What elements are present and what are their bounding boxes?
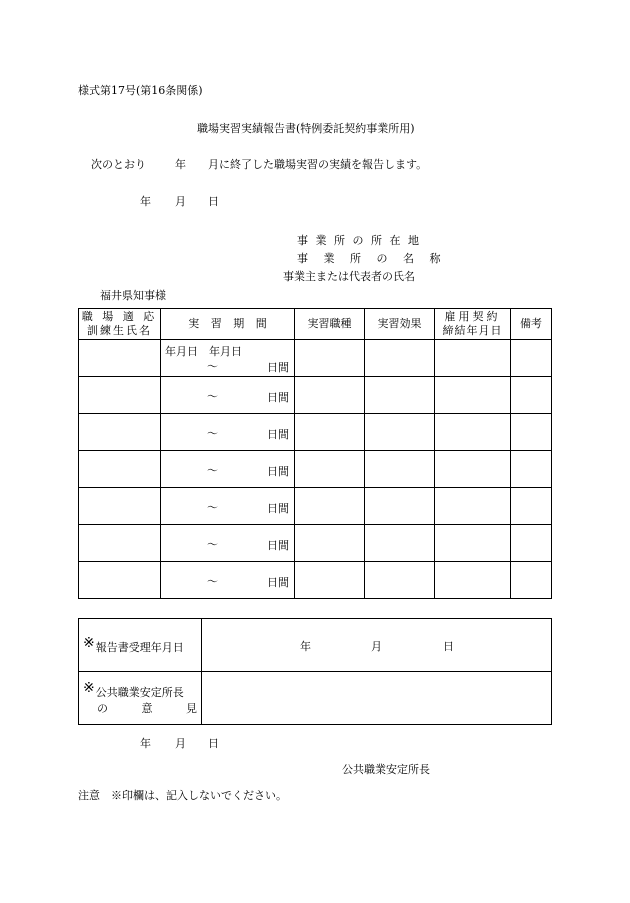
period-days: 日間 bbox=[267, 539, 289, 552]
date-year: 年 bbox=[140, 195, 151, 208]
period-cell[interactable] bbox=[161, 340, 295, 377]
period-tilde: ～ bbox=[207, 575, 218, 588]
period-cell[interactable] bbox=[161, 414, 295, 451]
received-month: 月 bbox=[371, 640, 382, 653]
period-tilde: ～ bbox=[207, 360, 218, 373]
effect-cell[interactable] bbox=[365, 562, 435, 599]
date-day: 日 bbox=[208, 195, 219, 208]
trainee-name-cell[interactable] bbox=[79, 488, 161, 525]
job-type-cell[interactable] bbox=[295, 340, 365, 377]
job-type-cell[interactable] bbox=[295, 562, 365, 599]
employer-name-label: 事 業 所 の 名 称 bbox=[297, 252, 441, 265]
header-remarks: 備考 bbox=[511, 309, 552, 340]
trainee-name-cell[interactable] bbox=[79, 525, 161, 562]
header-contract bbox=[435, 309, 511, 340]
table-row bbox=[79, 340, 552, 377]
header-trainee-line1: 職 場 適 応 bbox=[81, 310, 158, 323]
period-days: 日間 bbox=[267, 502, 289, 515]
period-days: 日間 bbox=[267, 361, 289, 374]
contract-date-cell[interactable] bbox=[435, 525, 511, 562]
period-tilde: ～ bbox=[207, 501, 218, 514]
intro-suffix: 月に終了した職場実習の実績を報告します。 bbox=[208, 158, 428, 171]
received-day: 日 bbox=[443, 640, 454, 653]
star-mark: ※ bbox=[83, 635, 95, 651]
table-row bbox=[79, 414, 552, 451]
opinion-label-line2: の 意 見 bbox=[97, 702, 197, 715]
remarks-cell[interactable] bbox=[511, 525, 552, 562]
header-contract-line2: 締結年月日 bbox=[442, 324, 503, 337]
remarks-cell[interactable] bbox=[511, 451, 552, 488]
header-trainee-line2: 訓練生氏名 bbox=[87, 324, 152, 337]
document-title: 職場実習実績報告書(特例委託契約事業所用) bbox=[197, 122, 415, 135]
remarks-cell[interactable] bbox=[511, 414, 552, 451]
table-row bbox=[79, 451, 552, 488]
contract-date-cell[interactable] bbox=[435, 414, 511, 451]
bottom-date-day: 日 bbox=[208, 737, 219, 750]
office-use-table bbox=[78, 618, 552, 725]
period-dates: 年月日 年月日 bbox=[165, 345, 242, 358]
opinion-row bbox=[79, 672, 552, 725]
period-days: 日間 bbox=[267, 465, 289, 478]
remarks-cell[interactable] bbox=[511, 340, 552, 377]
period-tilde: ～ bbox=[207, 427, 218, 440]
contract-date-cell[interactable] bbox=[435, 340, 511, 377]
table-row bbox=[79, 488, 552, 525]
trainee-name-cell[interactable] bbox=[79, 562, 161, 599]
bottom-date-year: 年 bbox=[140, 737, 151, 750]
contract-date-cell[interactable] bbox=[435, 562, 511, 599]
received-year: 年 bbox=[300, 640, 311, 653]
bottom-date-month: 月 bbox=[175, 737, 186, 750]
effect-cell[interactable] bbox=[365, 488, 435, 525]
star-mark: ※ bbox=[83, 680, 95, 696]
effect-cell[interactable] bbox=[365, 377, 435, 414]
job-type-cell[interactable] bbox=[295, 451, 365, 488]
remarks-cell[interactable] bbox=[511, 377, 552, 414]
header-trainee bbox=[79, 309, 161, 340]
effect-cell[interactable] bbox=[365, 525, 435, 562]
report-table bbox=[78, 308, 552, 599]
trainee-name-cell[interactable] bbox=[79, 377, 161, 414]
note: 注意 ※印欄は、記入しないでください。 bbox=[78, 789, 287, 802]
received-label-cell bbox=[79, 619, 202, 672]
date-month: 月 bbox=[175, 195, 186, 208]
contract-date-cell[interactable] bbox=[435, 488, 511, 525]
effect-cell[interactable] bbox=[365, 414, 435, 451]
table-row bbox=[79, 562, 552, 599]
header-period bbox=[161, 309, 295, 340]
received-date-row bbox=[79, 619, 552, 672]
header-effect: 実習効果 bbox=[365, 309, 435, 340]
period-cell[interactable] bbox=[161, 562, 295, 599]
trainee-name-cell[interactable] bbox=[79, 340, 161, 377]
trainee-name-cell[interactable] bbox=[79, 451, 161, 488]
period-tilde: ～ bbox=[207, 390, 218, 403]
addressee: 福井県知事様 bbox=[100, 289, 166, 302]
job-type-cell[interactable] bbox=[295, 525, 365, 562]
form-number: 様式第17号(第16条関係) bbox=[78, 84, 203, 97]
job-type-cell[interactable] bbox=[295, 414, 365, 451]
contract-date-cell[interactable] bbox=[435, 377, 511, 414]
contract-date-cell[interactable] bbox=[435, 451, 511, 488]
received-date-cell[interactable] bbox=[202, 619, 552, 672]
office-chief: 公共職業安定所長 bbox=[342, 763, 430, 776]
period-cell[interactable] bbox=[161, 525, 295, 562]
header-period-label: 実 習 期 間 bbox=[188, 317, 267, 330]
header-job-type: 実習職種 bbox=[295, 309, 365, 340]
period-days: 日間 bbox=[267, 576, 289, 589]
received-label: 報告書受理年月日 bbox=[95, 641, 184, 654]
effect-cell[interactable] bbox=[365, 340, 435, 377]
job-type-cell[interactable] bbox=[295, 488, 365, 525]
period-days: 日間 bbox=[267, 391, 289, 404]
opinion-label-line1: 公共職業安定所長 bbox=[95, 686, 184, 699]
period-cell[interactable] bbox=[161, 488, 295, 525]
intro-year: 年 bbox=[175, 158, 186, 171]
opinion-cell[interactable] bbox=[202, 672, 552, 725]
job-type-cell[interactable] bbox=[295, 377, 365, 414]
intro-prefix: 次のとおり bbox=[91, 158, 146, 171]
period-tilde: ～ bbox=[207, 538, 218, 551]
trainee-name-cell[interactable] bbox=[79, 414, 161, 451]
opinion-label-cell bbox=[79, 672, 202, 725]
table-row bbox=[79, 377, 552, 414]
period-days: 日間 bbox=[267, 428, 289, 441]
period-cell[interactable] bbox=[161, 451, 295, 488]
employer-rep-label: 事業主または代表者の氏名 bbox=[283, 270, 415, 283]
effect-cell[interactable] bbox=[365, 451, 435, 488]
remarks-cell[interactable] bbox=[511, 562, 552, 599]
period-tilde: ～ bbox=[207, 464, 218, 477]
employer-address-label: 事 業 所 の 所 在 地 bbox=[297, 234, 419, 247]
table-header-row bbox=[79, 309, 552, 340]
period-cell[interactable] bbox=[161, 377, 295, 414]
header-contract-line1: 雇用契約 bbox=[444, 310, 501, 323]
remarks-cell[interactable] bbox=[511, 488, 552, 525]
table-row bbox=[79, 525, 552, 562]
